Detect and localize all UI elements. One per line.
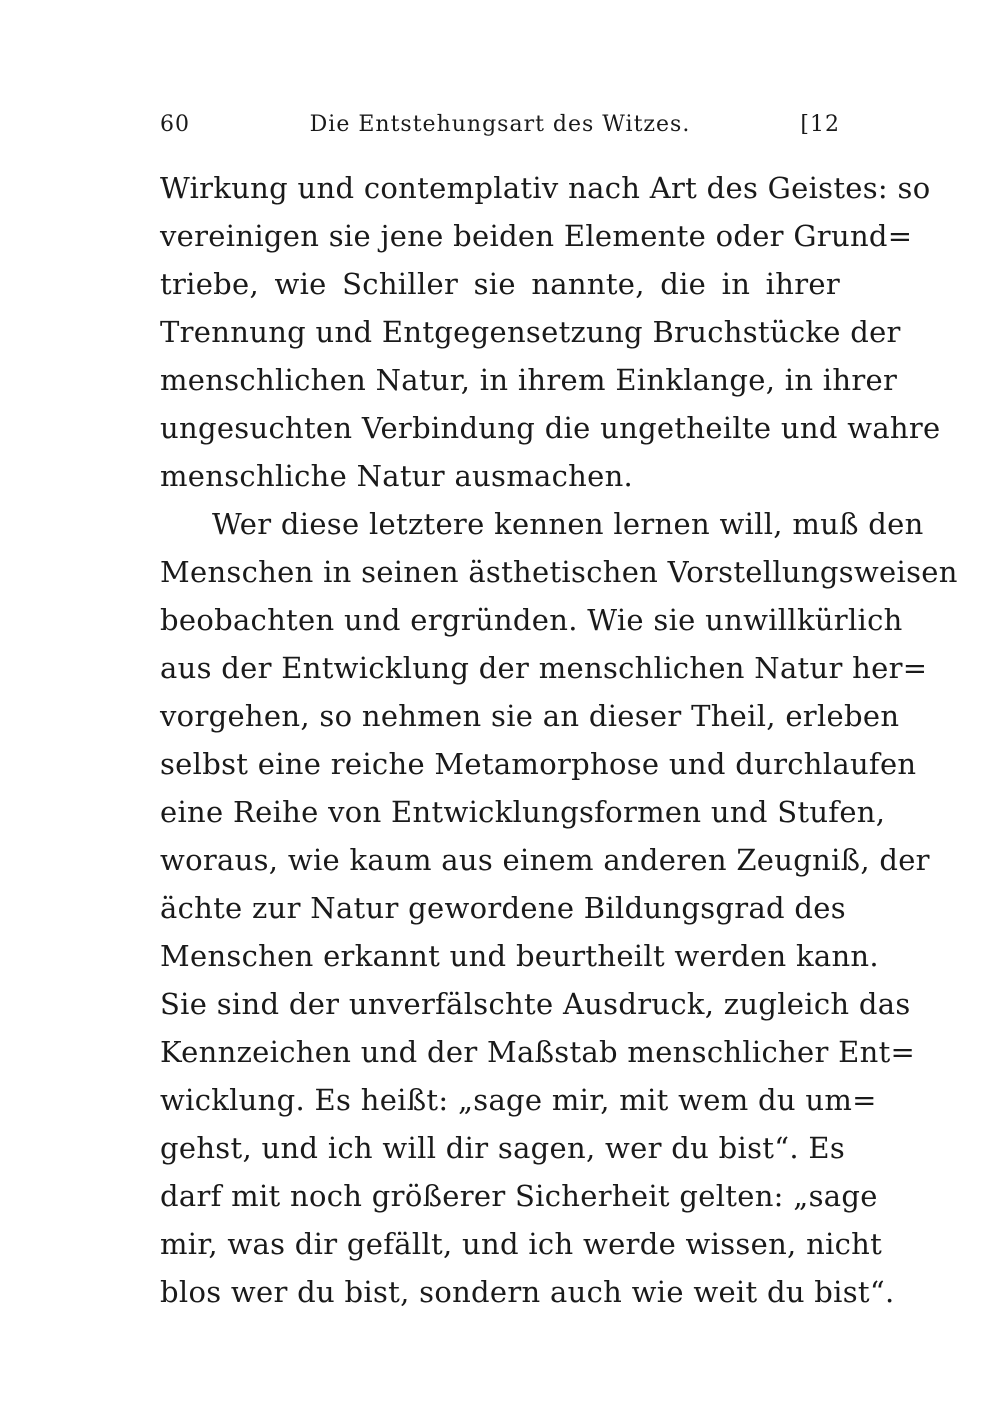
text-line: gehst, und ich will dir sagen, wer du bist“. Es xyxy=(160,1131,846,1165)
text-line: aus der Entwicklung der menschlichen Natur her= xyxy=(160,651,928,685)
text-line: blos wer du bist, sondern auch wie weit du bist“. xyxy=(160,1275,895,1309)
text-line: Kennzeichen und der Maßstab menschlicher Ent= xyxy=(160,1035,916,1069)
text-line: Trennung und Entgegensetzung Bruchstücke der xyxy=(160,315,901,349)
text-line: beobachten und ergründen. Wie sie unwillkürlich xyxy=(160,603,903,637)
text-line: Menschen in seinen ästhetischen Vorstellungsweisen xyxy=(160,555,958,589)
text-line: Wirkung und contemplativ nach Art des Geistes: so xyxy=(160,171,931,205)
section-mark: [12 xyxy=(800,112,840,137)
text-line: ächte zur Natur gewordene Bildungsgrad des xyxy=(160,891,846,925)
page-number: 60 xyxy=(160,112,190,137)
text-line: vereinigen sie jene beiden Elemente oder Grund= xyxy=(160,219,913,253)
text-line: wicklung. Es heißt: „sage mir, mit wem du um= xyxy=(160,1083,877,1117)
body-text xyxy=(160,164,958,1316)
text-line: Sie sind der unverfälschte Ausdruck, zugleich das xyxy=(160,987,911,1021)
running-title: Die Entstehungsart des Witzes. xyxy=(309,112,691,137)
text-line: ungesuchten Verbindung die ungetheilte und wahre xyxy=(160,411,941,445)
text-line: vorgehen, so nehmen sie an dieser Theil, erleben xyxy=(160,699,900,733)
text-line: darf mit noch größerer Sicherheit gelten: „sage xyxy=(160,1179,878,1213)
text-line: menschlichen Natur, in ihrem Einklange, in ihrer xyxy=(160,363,898,397)
text-line: menschliche Natur ausmachen. xyxy=(160,459,634,493)
text-line: Wer diese letztere kennen lernen will, muß den xyxy=(212,507,924,541)
text-line: selbst eine reiche Metamorphose und durchlaufen xyxy=(160,747,917,781)
text-line: mir, was dir gefällt, und ich werde wissen, nicht xyxy=(160,1227,883,1261)
text-line: woraus, wie kaum aus einem anderen Zeugniß, der xyxy=(160,843,930,877)
running-head xyxy=(160,112,840,142)
text-line: Menschen erkannt und beurtheilt werden kann. xyxy=(160,939,879,973)
text-line: eine Reihe von Entwicklungsformen und Stufen, xyxy=(160,795,886,829)
text-line: triebe, wie Schiller sie nannte, die in ihrer xyxy=(160,267,840,301)
